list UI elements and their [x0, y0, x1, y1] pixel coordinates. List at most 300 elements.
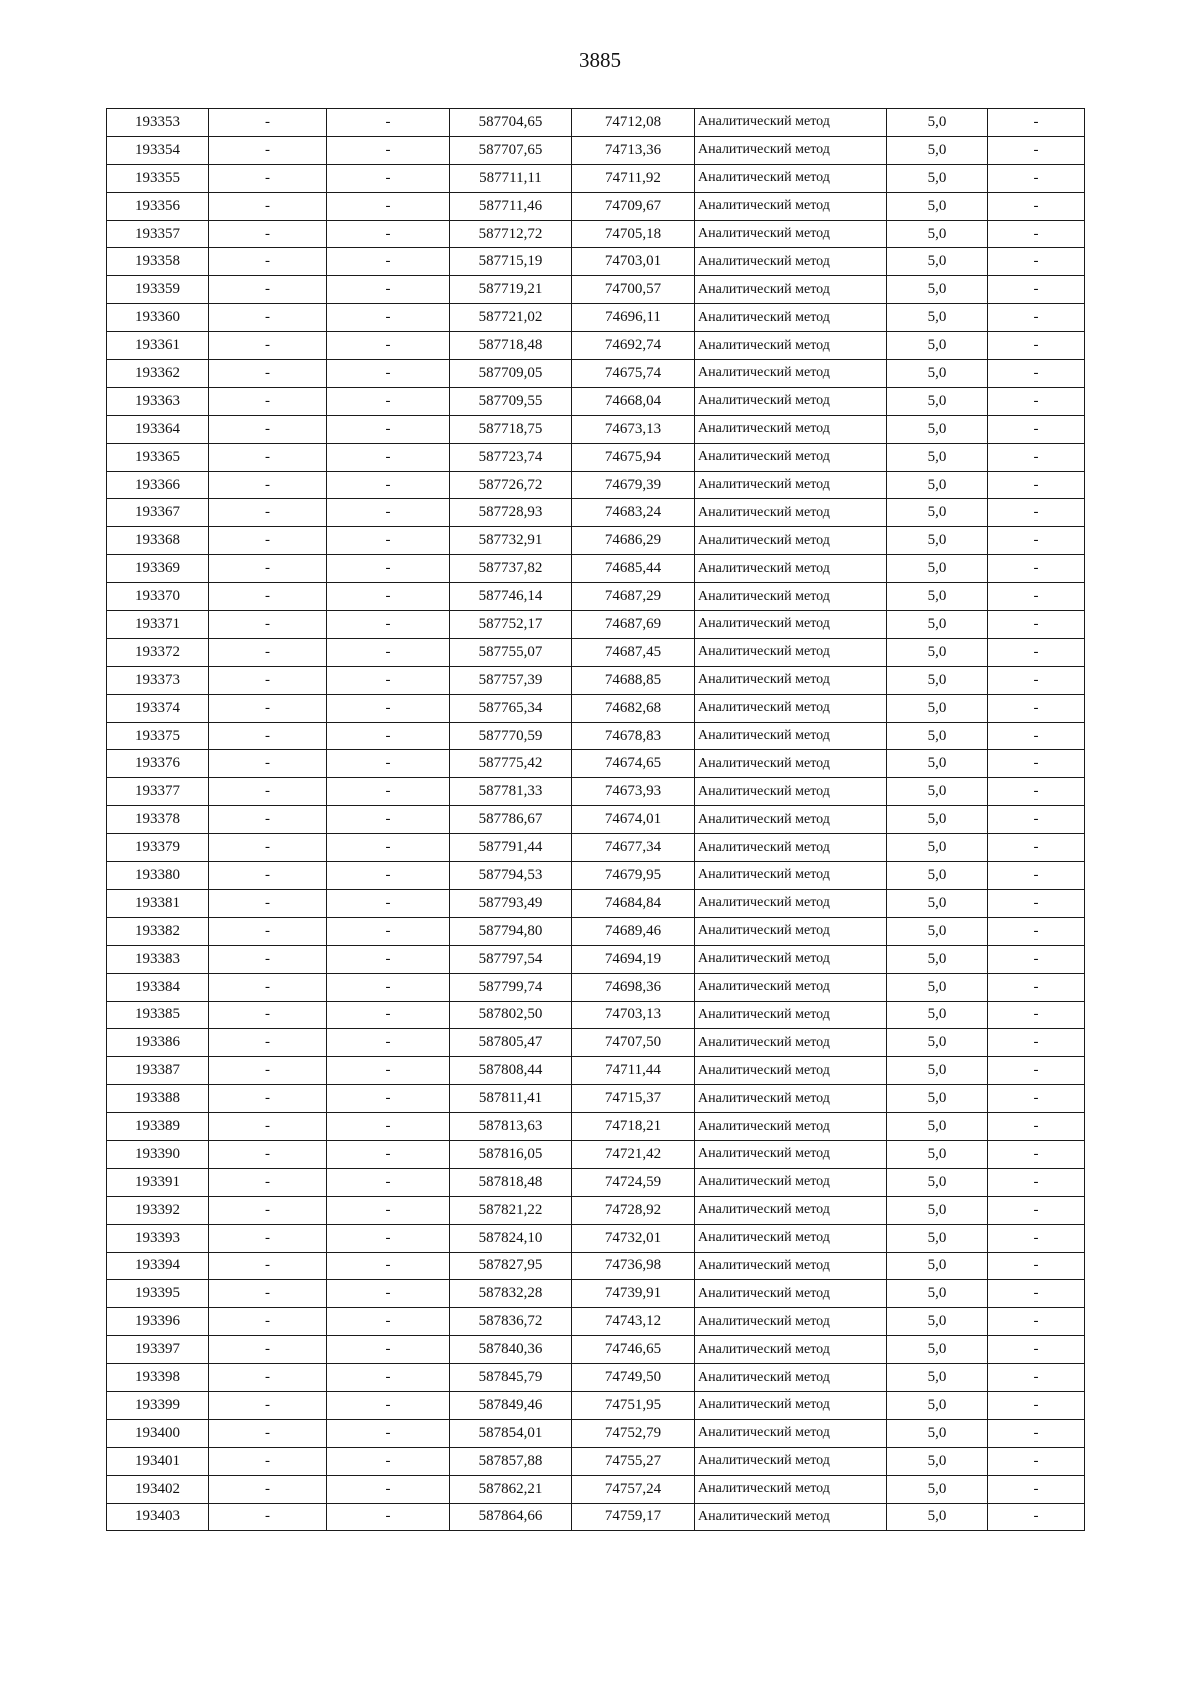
point-id-cell: 193403	[107, 1503, 209, 1531]
empty-cell: -	[209, 1475, 327, 1503]
y-coordinate-cell: 74755,27	[572, 1447, 695, 1475]
empty-cell: -	[209, 1308, 327, 1336]
method-cell: Аналитический метод	[695, 1196, 887, 1224]
point-id-cell: 193381	[107, 889, 209, 917]
empty-cell: -	[327, 1085, 450, 1113]
x-coordinate-cell: 587709,55	[450, 387, 572, 415]
x-coordinate-cell: 587786,67	[450, 806, 572, 834]
x-coordinate-cell: 587711,46	[450, 192, 572, 220]
table-row	[107, 1057, 1085, 1085]
method-cell: Аналитический метод	[695, 248, 887, 276]
table-row	[107, 750, 1085, 778]
accuracy-cell: 5,0	[887, 443, 988, 471]
method-cell: Аналитический метод	[695, 192, 887, 220]
x-coordinate-cell: 587797,54	[450, 945, 572, 973]
method-cell: Аналитический метод	[695, 1364, 887, 1392]
point-id-cell: 193356	[107, 192, 209, 220]
empty-cell: -	[988, 387, 1085, 415]
empty-cell: -	[327, 973, 450, 1001]
page-number: 3885	[579, 48, 621, 72]
empty-cell: -	[988, 1057, 1085, 1085]
x-coordinate-cell: 587864,66	[450, 1503, 572, 1531]
empty-cell: -	[327, 109, 450, 137]
empty-cell: -	[209, 276, 327, 304]
accuracy-cell: 5,0	[887, 1308, 988, 1336]
accuracy-cell: 5,0	[887, 889, 988, 917]
y-coordinate-cell: 74673,13	[572, 415, 695, 443]
table-row	[107, 1113, 1085, 1141]
empty-cell: -	[209, 1252, 327, 1280]
y-coordinate-cell: 74683,24	[572, 499, 695, 527]
empty-cell: -	[327, 834, 450, 862]
empty-cell: -	[327, 471, 450, 499]
empty-cell: -	[209, 750, 327, 778]
method-cell: Аналитический метод	[695, 583, 887, 611]
table-row	[107, 1085, 1085, 1113]
empty-cell: -	[209, 583, 327, 611]
method-cell: Аналитический метод	[695, 862, 887, 890]
table-row	[107, 304, 1085, 332]
table-row	[107, 1364, 1085, 1392]
point-id-cell: 193378	[107, 806, 209, 834]
empty-cell: -	[209, 806, 327, 834]
accuracy-cell: 5,0	[887, 1419, 988, 1447]
accuracy-cell: 5,0	[887, 1196, 988, 1224]
y-coordinate-cell: 74700,57	[572, 276, 695, 304]
empty-cell: -	[327, 1336, 450, 1364]
empty-cell: -	[209, 666, 327, 694]
empty-cell: -	[988, 583, 1085, 611]
point-id-cell: 193357	[107, 220, 209, 248]
y-coordinate-cell: 74712,08	[572, 109, 695, 137]
x-coordinate-cell: 587808,44	[450, 1057, 572, 1085]
point-id-cell: 193393	[107, 1224, 209, 1252]
empty-cell: -	[327, 638, 450, 666]
table-row	[107, 332, 1085, 360]
table-row	[107, 360, 1085, 388]
empty-cell: -	[209, 220, 327, 248]
accuracy-cell: 5,0	[887, 750, 988, 778]
x-coordinate-cell: 587824,10	[450, 1224, 572, 1252]
point-id-cell: 193371	[107, 611, 209, 639]
table-row	[107, 666, 1085, 694]
x-coordinate-cell: 587718,75	[450, 415, 572, 443]
empty-cell: -	[327, 917, 450, 945]
empty-cell: -	[209, 304, 327, 332]
point-id-cell: 193398	[107, 1364, 209, 1392]
accuracy-cell: 5,0	[887, 1364, 988, 1392]
empty-cell: -	[988, 806, 1085, 834]
point-id-cell: 193392	[107, 1196, 209, 1224]
x-coordinate-cell: 587715,19	[450, 248, 572, 276]
y-coordinate-cell: 74674,01	[572, 806, 695, 834]
accuracy-cell: 5,0	[887, 973, 988, 1001]
empty-cell: -	[209, 1280, 327, 1308]
empty-cell: -	[988, 666, 1085, 694]
method-cell: Аналитический метод	[695, 332, 887, 360]
point-id-cell: 193385	[107, 1001, 209, 1029]
empty-cell: -	[209, 638, 327, 666]
empty-cell: -	[327, 136, 450, 164]
x-coordinate-cell: 587862,21	[450, 1475, 572, 1503]
accuracy-cell: 5,0	[887, 332, 988, 360]
method-cell: Аналитический метод	[695, 917, 887, 945]
y-coordinate-cell: 74689,46	[572, 917, 695, 945]
method-cell: Аналитический метод	[695, 527, 887, 555]
x-coordinate-cell: 587752,17	[450, 611, 572, 639]
coordinates-table	[106, 108, 1085, 1531]
empty-cell: -	[209, 722, 327, 750]
table-row	[107, 109, 1085, 137]
method-cell: Аналитический метод	[695, 220, 887, 248]
y-coordinate-cell: 74688,85	[572, 666, 695, 694]
y-coordinate-cell: 74668,04	[572, 387, 695, 415]
empty-cell: -	[327, 1447, 450, 1475]
accuracy-cell: 5,0	[887, 611, 988, 639]
empty-cell: -	[209, 1196, 327, 1224]
accuracy-cell: 5,0	[887, 109, 988, 137]
empty-cell: -	[209, 945, 327, 973]
table-row	[107, 1447, 1085, 1475]
table-row	[107, 638, 1085, 666]
empty-cell: -	[327, 443, 450, 471]
accuracy-cell: 5,0	[887, 164, 988, 192]
accuracy-cell: 5,0	[887, 555, 988, 583]
method-cell: Аналитический метод	[695, 1085, 887, 1113]
empty-cell: -	[327, 1252, 450, 1280]
empty-cell: -	[327, 611, 450, 639]
table-row	[107, 834, 1085, 862]
empty-cell: -	[988, 862, 1085, 890]
x-coordinate-cell: 587723,74	[450, 443, 572, 471]
x-coordinate-cell: 587718,48	[450, 332, 572, 360]
table-row	[107, 471, 1085, 499]
empty-cell: -	[327, 750, 450, 778]
point-id-cell: 193376	[107, 750, 209, 778]
table-row	[107, 945, 1085, 973]
empty-cell: -	[327, 1280, 450, 1308]
empty-cell: -	[988, 1391, 1085, 1419]
x-coordinate-cell: 587704,65	[450, 109, 572, 137]
empty-cell: -	[209, 611, 327, 639]
method-cell: Аналитический метод	[695, 806, 887, 834]
empty-cell: -	[327, 1113, 450, 1141]
accuracy-cell: 5,0	[887, 1280, 988, 1308]
method-cell: Аналитический метод	[695, 443, 887, 471]
empty-cell: -	[327, 387, 450, 415]
method-cell: Аналитический метод	[695, 1419, 887, 1447]
y-coordinate-cell: 74736,98	[572, 1252, 695, 1280]
empty-cell: -	[988, 1029, 1085, 1057]
table-row	[107, 1029, 1085, 1057]
accuracy-cell: 5,0	[887, 834, 988, 862]
empty-cell: -	[327, 1140, 450, 1168]
x-coordinate-cell: 587802,50	[450, 1001, 572, 1029]
y-coordinate-cell: 74759,17	[572, 1503, 695, 1531]
y-coordinate-cell: 74757,24	[572, 1475, 695, 1503]
empty-cell: -	[327, 583, 450, 611]
empty-cell: -	[988, 555, 1085, 583]
empty-cell: -	[988, 360, 1085, 388]
y-coordinate-cell: 74684,84	[572, 889, 695, 917]
empty-cell: -	[988, 834, 1085, 862]
empty-cell: -	[327, 1475, 450, 1503]
y-coordinate-cell: 74715,37	[572, 1085, 695, 1113]
empty-cell: -	[209, 1001, 327, 1029]
empty-cell: -	[327, 722, 450, 750]
x-coordinate-cell: 587726,72	[450, 471, 572, 499]
x-coordinate-cell: 587854,01	[450, 1419, 572, 1447]
empty-cell: -	[988, 1085, 1085, 1113]
accuracy-cell: 5,0	[887, 722, 988, 750]
method-cell: Аналитический метод	[695, 945, 887, 973]
accuracy-cell: 5,0	[887, 583, 988, 611]
method-cell: Аналитический метод	[695, 276, 887, 304]
empty-cell: -	[327, 694, 450, 722]
method-cell: Аналитический метод	[695, 1113, 887, 1141]
empty-cell: -	[988, 1336, 1085, 1364]
method-cell: Аналитический метод	[695, 973, 887, 1001]
x-coordinate-cell: 587816,05	[450, 1140, 572, 1168]
table-row	[107, 917, 1085, 945]
table-row	[107, 1391, 1085, 1419]
method-cell: Аналитический метод	[695, 164, 887, 192]
empty-cell: -	[209, 499, 327, 527]
method-cell: Аналитический метод	[695, 1168, 887, 1196]
x-coordinate-cell: 587794,53	[450, 862, 572, 890]
point-id-cell: 193394	[107, 1252, 209, 1280]
y-coordinate-cell: 74678,83	[572, 722, 695, 750]
x-coordinate-cell: 587818,48	[450, 1168, 572, 1196]
empty-cell: -	[209, 1391, 327, 1419]
table-row	[107, 1001, 1085, 1029]
accuracy-cell: 5,0	[887, 415, 988, 443]
table-row	[107, 583, 1085, 611]
table-row	[107, 387, 1085, 415]
accuracy-cell: 5,0	[887, 276, 988, 304]
empty-cell: -	[988, 1001, 1085, 1029]
method-cell: Аналитический метод	[695, 555, 887, 583]
y-coordinate-cell: 74687,45	[572, 638, 695, 666]
empty-cell: -	[988, 694, 1085, 722]
table-row	[107, 1503, 1085, 1531]
y-coordinate-cell: 74724,59	[572, 1168, 695, 1196]
empty-cell: -	[988, 1196, 1085, 1224]
table-row	[107, 1308, 1085, 1336]
empty-cell: -	[988, 638, 1085, 666]
table-row	[107, 778, 1085, 806]
accuracy-cell: 5,0	[887, 1252, 988, 1280]
empty-cell: -	[209, 778, 327, 806]
accuracy-cell: 5,0	[887, 638, 988, 666]
y-coordinate-cell: 74707,50	[572, 1029, 695, 1057]
empty-cell: -	[327, 1196, 450, 1224]
empty-cell: -	[209, 1224, 327, 1252]
empty-cell: -	[327, 304, 450, 332]
empty-cell: -	[327, 332, 450, 360]
empty-cell: -	[988, 945, 1085, 973]
empty-cell: -	[988, 499, 1085, 527]
y-coordinate-cell: 74694,19	[572, 945, 695, 973]
empty-cell: -	[988, 471, 1085, 499]
empty-cell: -	[327, 527, 450, 555]
empty-cell: -	[209, 1085, 327, 1113]
method-cell: Аналитический метод	[695, 1001, 887, 1029]
empty-cell: -	[988, 611, 1085, 639]
empty-cell: -	[209, 694, 327, 722]
point-id-cell: 193358	[107, 248, 209, 276]
y-coordinate-cell: 74739,91	[572, 1280, 695, 1308]
point-id-cell: 193384	[107, 973, 209, 1001]
empty-cell: -	[327, 778, 450, 806]
method-cell: Аналитический метод	[695, 611, 887, 639]
x-coordinate-cell: 587799,74	[450, 973, 572, 1001]
x-coordinate-cell: 587840,36	[450, 1336, 572, 1364]
accuracy-cell: 5,0	[887, 304, 988, 332]
x-coordinate-cell: 587765,34	[450, 694, 572, 722]
x-coordinate-cell: 587712,72	[450, 220, 572, 248]
accuracy-cell: 5,0	[887, 387, 988, 415]
empty-cell: -	[988, 332, 1085, 360]
point-id-cell: 193370	[107, 583, 209, 611]
point-id-cell: 193379	[107, 834, 209, 862]
accuracy-cell: 5,0	[887, 862, 988, 890]
empty-cell: -	[988, 1252, 1085, 1280]
y-coordinate-cell: 74687,29	[572, 583, 695, 611]
point-id-cell: 193360	[107, 304, 209, 332]
method-cell: Аналитический метод	[695, 1140, 887, 1168]
table-row	[107, 1252, 1085, 1280]
x-coordinate-cell: 587793,49	[450, 889, 572, 917]
point-id-cell: 193391	[107, 1168, 209, 1196]
accuracy-cell: 5,0	[887, 1503, 988, 1531]
empty-cell: -	[327, 1419, 450, 1447]
empty-cell: -	[327, 1057, 450, 1085]
point-id-cell: 193375	[107, 722, 209, 750]
method-cell: Аналитический метод	[695, 778, 887, 806]
accuracy-cell: 5,0	[887, 778, 988, 806]
empty-cell: -	[209, 415, 327, 443]
empty-cell: -	[209, 471, 327, 499]
empty-cell: -	[209, 387, 327, 415]
accuracy-cell: 5,0	[887, 945, 988, 973]
accuracy-cell: 5,0	[887, 527, 988, 555]
empty-cell: -	[327, 499, 450, 527]
y-coordinate-cell: 74679,39	[572, 471, 695, 499]
table-row	[107, 1140, 1085, 1168]
x-coordinate-cell: 587732,91	[450, 527, 572, 555]
method-cell: Аналитический метод	[695, 694, 887, 722]
y-coordinate-cell: 74732,01	[572, 1224, 695, 1252]
table-row	[107, 415, 1085, 443]
x-coordinate-cell: 587746,14	[450, 583, 572, 611]
point-id-cell: 193402	[107, 1475, 209, 1503]
x-coordinate-cell: 587811,41	[450, 1085, 572, 1113]
empty-cell: -	[988, 1447, 1085, 1475]
empty-cell: -	[988, 1224, 1085, 1252]
method-cell: Аналитический метод	[695, 638, 887, 666]
point-id-cell: 193387	[107, 1057, 209, 1085]
method-cell: Аналитический метод	[695, 1391, 887, 1419]
empty-cell: -	[327, 1224, 450, 1252]
y-coordinate-cell: 74728,92	[572, 1196, 695, 1224]
empty-cell: -	[209, 332, 327, 360]
empty-cell: -	[327, 1029, 450, 1057]
method-cell: Аналитический метод	[695, 1224, 887, 1252]
point-id-cell: 193364	[107, 415, 209, 443]
method-cell: Аналитический метод	[695, 1447, 887, 1475]
table-row	[107, 527, 1085, 555]
method-cell: Аналитический метод	[695, 415, 887, 443]
x-coordinate-cell: 587832,28	[450, 1280, 572, 1308]
method-cell: Аналитический метод	[695, 136, 887, 164]
y-coordinate-cell: 74711,44	[572, 1057, 695, 1085]
table-row	[107, 1196, 1085, 1224]
accuracy-cell: 5,0	[887, 471, 988, 499]
empty-cell: -	[327, 862, 450, 890]
x-coordinate-cell: 587728,93	[450, 499, 572, 527]
accuracy-cell: 5,0	[887, 1391, 988, 1419]
accuracy-cell: 5,0	[887, 1001, 988, 1029]
accuracy-cell: 5,0	[887, 220, 988, 248]
method-cell: Аналитический метод	[695, 471, 887, 499]
empty-cell: -	[327, 1391, 450, 1419]
point-id-cell: 193395	[107, 1280, 209, 1308]
empty-cell: -	[209, 973, 327, 1001]
empty-cell: -	[327, 945, 450, 973]
x-coordinate-cell: 587805,47	[450, 1029, 572, 1057]
empty-cell: -	[209, 917, 327, 945]
point-id-cell: 193382	[107, 917, 209, 945]
method-cell: Аналитический метод	[695, 722, 887, 750]
x-coordinate-cell: 587849,46	[450, 1391, 572, 1419]
point-id-cell: 193368	[107, 527, 209, 555]
empty-cell: -	[209, 1140, 327, 1168]
method-cell: Аналитический метод	[695, 1057, 887, 1085]
y-coordinate-cell: 74687,69	[572, 611, 695, 639]
method-cell: Аналитический метод	[695, 109, 887, 137]
x-coordinate-cell: 587827,95	[450, 1252, 572, 1280]
x-coordinate-cell: 587794,80	[450, 917, 572, 945]
empty-cell: -	[327, 889, 450, 917]
x-coordinate-cell: 587719,21	[450, 276, 572, 304]
point-id-cell: 193388	[107, 1085, 209, 1113]
table-row	[107, 555, 1085, 583]
x-coordinate-cell: 587757,39	[450, 666, 572, 694]
point-id-cell: 193389	[107, 1113, 209, 1141]
empty-cell: -	[209, 527, 327, 555]
empty-cell: -	[209, 1029, 327, 1057]
accuracy-cell: 5,0	[887, 136, 988, 164]
point-id-cell: 193374	[107, 694, 209, 722]
y-coordinate-cell: 74718,21	[572, 1113, 695, 1141]
table-row	[107, 276, 1085, 304]
point-id-cell: 193400	[107, 1419, 209, 1447]
empty-cell: -	[988, 220, 1085, 248]
empty-cell: -	[327, 1308, 450, 1336]
empty-cell: -	[209, 1364, 327, 1392]
accuracy-cell: 5,0	[887, 248, 988, 276]
empty-cell: -	[327, 1503, 450, 1531]
point-id-cell: 193361	[107, 332, 209, 360]
x-coordinate-cell: 587770,59	[450, 722, 572, 750]
empty-cell: -	[327, 248, 450, 276]
y-coordinate-cell: 74682,68	[572, 694, 695, 722]
point-id-cell: 193399	[107, 1391, 209, 1419]
x-coordinate-cell: 587711,11	[450, 164, 572, 192]
table-row	[107, 694, 1085, 722]
point-id-cell: 193390	[107, 1140, 209, 1168]
